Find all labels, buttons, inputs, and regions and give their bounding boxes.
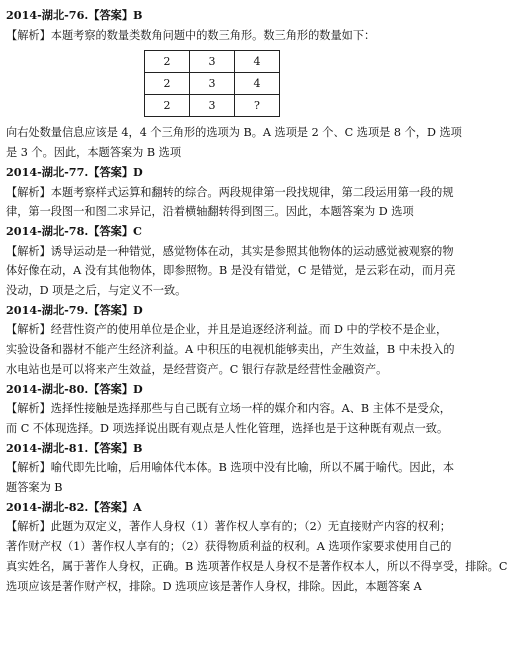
question-81-analysis-line-1: 【解析】喻代即先比喻，后用喻体代本体。B 选项中没有比喻，所以不属于喻代。因此，本 [6, 461, 455, 475]
question-80-analysis-line-1: 【解析】选择性接触是选择那些与自己既有立场一样的媒介和内容。A、B 主体不是受众， [6, 402, 451, 416]
question-76-heading: 2014-湖北-76.【答案】B [6, 8, 143, 22]
question-78-analysis-line-1: 【解析】诱导运动是一种错觉，感觉物体在动，其实是参照其他物体的运动感觉被观察的物 [6, 244, 454, 258]
table-row [145, 95, 280, 117]
question-80-heading: 2014-湖北-80.【答案】D [6, 381, 143, 396]
question-78-analysis-line-2: 体好像在动，A 没有其他物体，即参照物。B 是没有错觉，C 是错觉，是云彩在动，而月亮 [6, 264, 456, 278]
question-80 [6, 380, 451, 439]
question-76-analysis-line-1: 【解析】本题考察的数量类数角问题中的数三角形。数三角形的数量如下： [6, 28, 376, 42]
table-cell: 2 [145, 73, 190, 95]
question-81 [6, 439, 455, 498]
question-82-heading: 2014-湖北-82.【答案】A [6, 499, 142, 514]
question-76-analysis-line-3: 是 3 个。因此，本题答案为 B 选项 [6, 146, 182, 160]
question-80-analysis-line-2: 而 C 不体现选择。D 项选择说出既有观点是人性化管理，选择也是于这种既有观点一致。 [6, 421, 449, 435]
question-82-analysis-line-1: 【解析】此题为双定义，著作人身权（1）著作权人享有的；（2）无直接财产内容的权利； [6, 520, 451, 534]
table-cell: 3 [190, 51, 235, 73]
question-81-heading: 2014-湖北-81.【答案】B [6, 440, 143, 455]
question-78-analysis-line-3: 没动，D 项是之后，与定义不一致。 [6, 284, 187, 298]
question-76 [6, 6, 462, 163]
question-79-analysis-line-2: 实验设备和器材不能产生经济利益。A 中积压的电视机能够卖出，产生效益，B 中未投入的 [6, 343, 455, 357]
table-row [145, 73, 280, 95]
question-82-analysis-line-2: 著作财产权（1）著作权人享有的；（2）获得物质利益的权利。A 选项作家要求使用自己的 [6, 540, 452, 554]
question-81-analysis-line-2: 题答案为 B [6, 481, 63, 495]
table-cell: 4 [235, 73, 280, 95]
question-77-analysis-line-1: 【解析】本题考察样式运算和翻转的综合。两段规律第一段找规律，第二段运用第一段的规 [6, 185, 454, 199]
table-cell: 2 [145, 95, 190, 117]
question-79-analysis-line-3: 水电站也是可以将来产生效益，是经营资产。C 银行存款是经营性金融资产。 [6, 362, 388, 376]
question-76-analysis-line-2: 向右处数量信息应该是 4，4 个三角形的选项为 B。A 选项是 2 个、C 选项是 8 个，D 选项 [6, 126, 462, 140]
question-77-analysis-line-2: 律，第一段图一和图二求异记，沿着横轴翻转得到图三。因此，本题答案为 D 选项 [6, 205, 414, 219]
table-cell: ? [235, 95, 280, 117]
question-82 [6, 498, 507, 597]
table-cell: 3 [190, 95, 235, 117]
question-78-heading: 2014-湖北-78.【答案】C [6, 223, 142, 238]
table-cell: 3 [190, 73, 235, 95]
question-79 [6, 301, 455, 380]
question-79-analysis-line-1: 【解析】经营性资产的使用单位是企业，并且是追逐经济利益。而 D 中的学校不是企业， [6, 323, 448, 337]
question-77 [6, 163, 454, 222]
triangle-count-table [144, 50, 280, 117]
table-cell: 2 [145, 51, 190, 73]
table-cell: 4 [235, 51, 280, 73]
table-row [145, 51, 280, 73]
question-82-analysis-line-3: 真实姓名，属于著作人身权，正确。B 选项著作权是人身权不是著作权本人，所以不得享受，排除。C [6, 559, 507, 573]
question-79-heading: 2014-湖北-79.【答案】D [6, 302, 143, 317]
question-77-heading: 2014-湖北-77.【答案】D [6, 164, 143, 179]
triangle-count-table-wrap [144, 50, 414, 117]
question-82-analysis-line-4: 选项应该是著作财产权，排除。D 选项应该是著作人身权，排除。因此，本题答案 A [6, 579, 422, 593]
question-78 [6, 222, 456, 301]
